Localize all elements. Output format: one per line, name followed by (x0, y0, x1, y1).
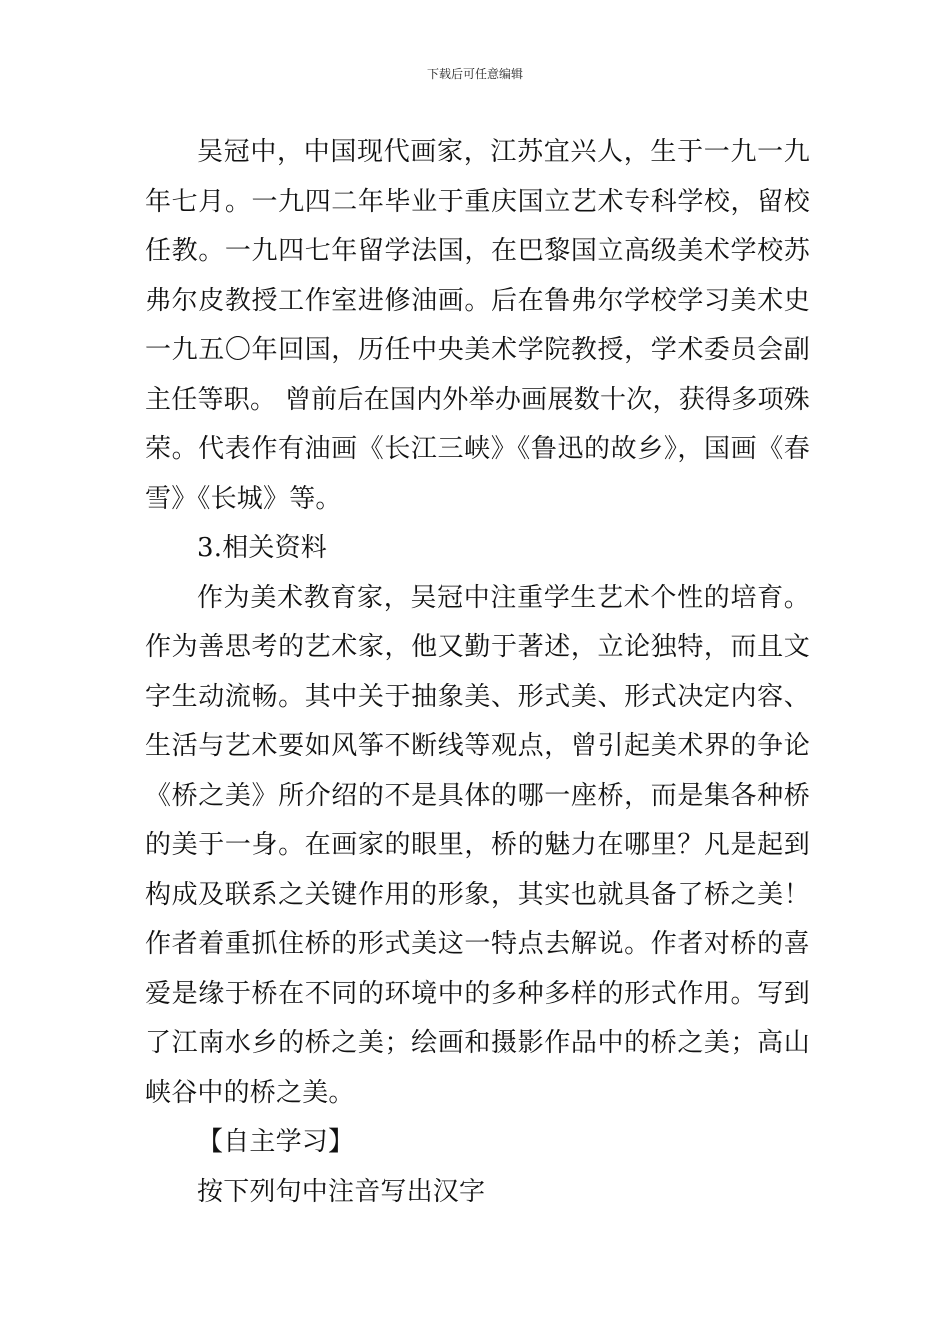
section-heading-self-study: 【自主学习】 (197, 1127, 355, 1157)
page-header: 下载后可任意编辑 (426, 67, 523, 81)
section-heading-related-materials: 3.相关资料 (197, 533, 328, 563)
paragraph-related-materials: 作为美术教育家，吴冠中注重学生艺术个性的培育。作为善思考的艺术家，他又勤于著述，立论独特，而且文字生动流畅。其中关于抽象美、形式美、形式决定内容、生活与艺术要如风筝不断线等观点，曾引起美术界的争论《桥之美》所介绍的不是具体的哪一座桥，而是集各种桥的美于一身。在画家的眼里，桥的魅力在哪里？凡是起到构成及联系之关键作用的形象，其实也就具备了桥之美！作者着重抓住桥的形式美这一特点去解说。作者对桥的喜爱是缘于桥在不同的环境中的多种多样的形式作用。写到了江南水乡的桥之美；绘画和摄影作品中的桥之美；高山峡谷中的桥之美。 (145, 582, 810, 1108)
paragraph-biography: 吴冠中，中国现代画家，江苏宜兴人，生于一九一九年七月。一九四二年毕业于重庆国立艺术专科学校，留校任教。一九四七年留学法国，在巴黎国立高级美术学校苏弗尔皮教授工作室进修油画。后在鲁弗尔学校学习美术史一九五〇年回国，历任中央美术学院教授，学术委员会副主任等职。 曾前后在国内外举办画展数十次，获得多项殊荣。代表作有油画《长江三峡》《鲁迅的故乡》，国画《春雪》《长城》等。 (145, 137, 810, 514)
exercise-instruction: 按下列句中注音写出汉字 (197, 1176, 486, 1207)
document-body (145, 128, 810, 1217)
